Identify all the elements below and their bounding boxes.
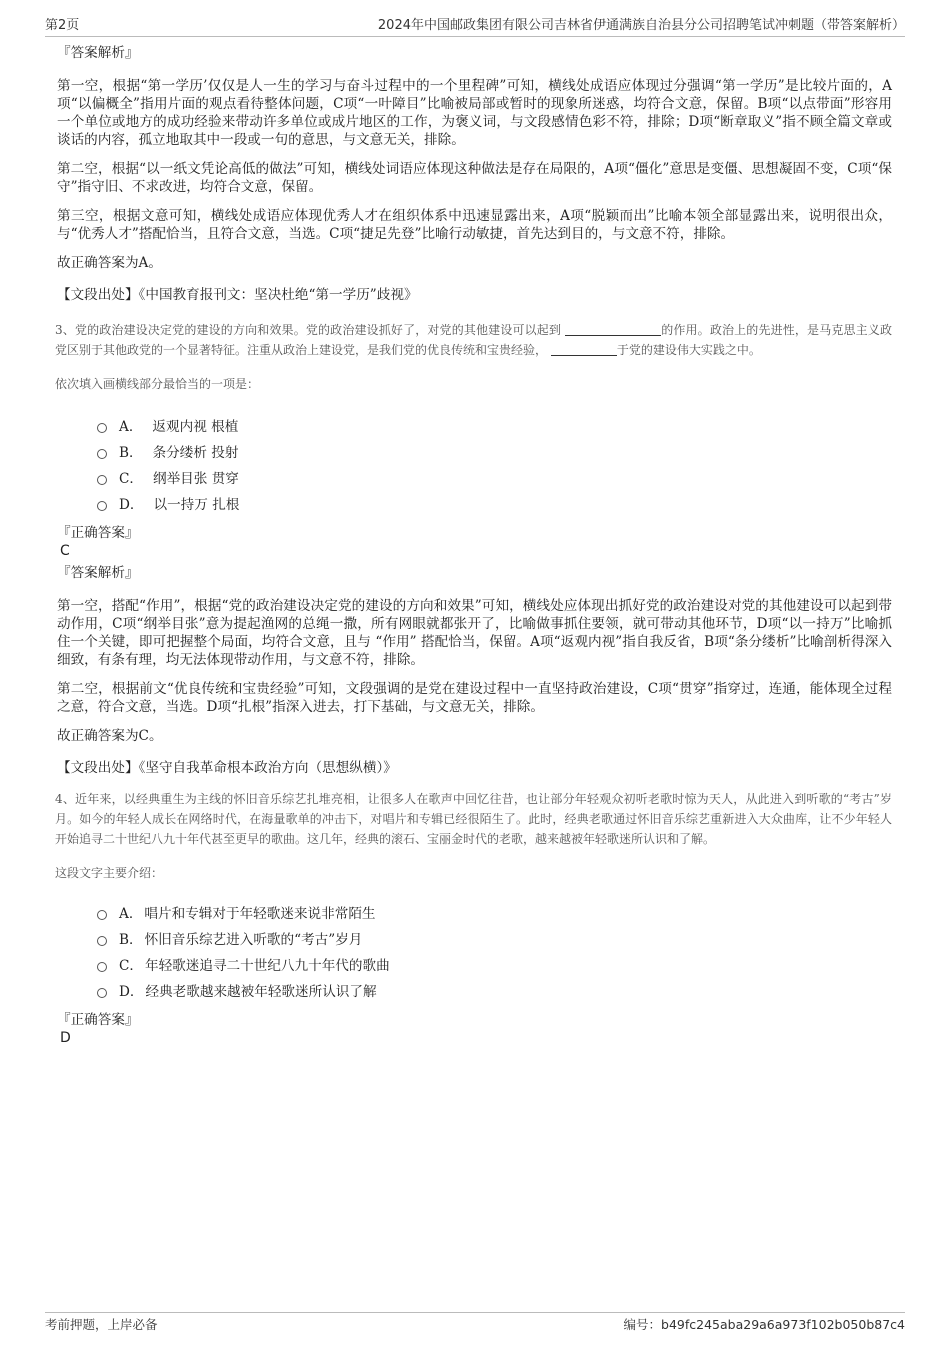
analysis-label: 『答案解析』 <box>57 45 139 61</box>
analysis-paragraph: 第二空，根据前文“优良传统和宝贵经验”可知，文段强调的是党在建设过程中一直坚持政治建设，C项“贯穿”指穿过，连通，能体现全过程之意，符合文意，当选。D项“扎根”指深入进去，打下基础，与文意无关，排除。 <box>57 681 892 715</box>
analysis-paragraph: 第一空，根据“第一学历’仅仅是人一生的学习与奋斗过程中的一个里程碑”可知，横线处成语应体现过分强调“第一学历”是比较片面的，A项“以偏概全”指用片面的观点看待整体问题，C项“一叶障目”比喻被局部或暂时的现象所迷惑，均符合文意，保留。B项“以点带面”形容用一个单位或地方的成功经验来带动许多单位或成片地区的工作，为褒义词，与文段感情色彩不符，排除；D项“断章取义”指不顾全篇文章或谈话的内容，孤立地取其中一段或一句的意思，与文意无关，排除。 <box>57 78 892 148</box>
option-c[interactable] <box>97 951 892 977</box>
analysis-label: 『答案解析』 <box>57 565 139 581</box>
radio-icon[interactable] <box>97 475 107 485</box>
option-letter: B． <box>119 445 143 461</box>
question-stem-part: 于党的建设伟大实践之中。 <box>616 343 761 357</box>
option-c[interactable] <box>97 464 892 490</box>
option-d[interactable] <box>97 977 892 1003</box>
option-text: 纲举目张 贯穿 <box>153 471 239 487</box>
option-b[interactable] <box>97 925 892 951</box>
option-text: 怀旧音乐综艺进入听歌的“考古”岁月 <box>144 932 363 948</box>
analysis-paragraph: 第二空，根据“以一纸文凭论高低的做法”可知，横线处词语应体现这种做法是存在局限的，A项“僵化”意思是变僵、思想凝固不变，C项“保守”指守旧、不求改进，均符合文意，保留。 <box>57 161 892 195</box>
question-stem <box>55 320 892 360</box>
option-text: 年轻歌迷追寻二十世纪八九十年代的歌曲 <box>145 958 390 974</box>
footer-slogan: 考前押题，上岸必备 <box>45 1317 158 1332</box>
question-stem: 4、近年来，以经典重生为主线的怀旧音乐综艺扎堆亮相，让很多人在歌声中回忆往昔，也让部分年轻观众初听老歌时惊为天人，从此进入到听歌的“考古”岁月。如今的年轻人成长在网络时代，在海量歌单的冲击下，对唱片和专辑已经很陌生了。此时，经典老歌通过怀旧音乐综艺重新进入大众曲库，让不少年轻人开始追寻二十世纪八九十年代甚至更早的歌曲。这几年，经典的滚石、宝丽金时代的老歌，越来越被年轻歌迷所认识和了解。 <box>55 792 892 846</box>
option-letter: D． <box>119 984 144 1000</box>
page-header <box>45 14 905 37</box>
option-text: 条分缕析 投射 <box>152 445 239 461</box>
question-prompt: 依次填入画横线部分最恰当的一项是： <box>55 377 260 391</box>
page-number: 第2页 <box>45 18 80 33</box>
option-letter: A． <box>119 906 143 922</box>
option-list <box>97 899 892 1003</box>
passage-source: 【文段出处】《中国教育报刊文：坚决杜绝“第一学历”歧视》 <box>57 287 418 303</box>
fill-blank <box>565 321 661 336</box>
radio-icon[interactable] <box>97 449 107 459</box>
analysis-conclusion: 故正确答案为C。 <box>57 728 163 744</box>
passage-source: 【文段出处】《坚守自我革命根本政治方向（思想纵横）》 <box>57 760 397 776</box>
option-letter: D． <box>119 497 144 513</box>
option-letter: B． <box>119 932 143 948</box>
radio-icon[interactable] <box>97 936 107 946</box>
page-footer <box>45 1312 905 1333</box>
option-letter: C． <box>119 471 143 487</box>
analysis-conclusion: 故正确答案为A。 <box>57 255 162 271</box>
option-text: 以一持万 扎根 <box>153 497 240 513</box>
option-letter: A． <box>119 419 143 435</box>
correct-answer: C <box>60 543 70 559</box>
option-b[interactable] <box>97 438 892 464</box>
radio-icon[interactable] <box>97 910 107 920</box>
radio-icon[interactable] <box>97 962 107 972</box>
analysis-paragraph: 第三空，根据文意可知，横线处成语应体现优秀人才在组织体系中迅速显露出来，A项“脱颖而出”比喻本领全部显露出来，说明很出众，与“优秀人才”搭配恰当，且符合文意，当选。C项“捷足先登”比喻行动敏捷，首先达到目的，与文意不符，排除。 <box>57 208 892 242</box>
answer-label: 『正确答案』 <box>57 1012 139 1028</box>
correct-answer: D <box>60 1030 71 1046</box>
radio-icon[interactable] <box>97 988 107 998</box>
option-letter: C． <box>119 958 143 974</box>
document-title: 2024年中国邮政集团有限公司吉林省伊通满族自治县分公司招聘笔试冲刺题（带答案解析） <box>377 18 905 33</box>
option-d[interactable] <box>97 490 892 516</box>
answer-label: 『正确答案』 <box>57 525 139 541</box>
question-stem-part: 的作用。政治上的先进性，是马克思主义政党区别于其他政党的一个显著特征。注重从政治上建设党，是我们党的优良传统和宝贵经验， <box>55 323 892 357</box>
question-prompt: 这段文字主要介绍： <box>55 866 164 880</box>
option-a[interactable] <box>97 412 892 438</box>
option-a[interactable] <box>97 899 892 925</box>
fill-blank <box>551 341 617 356</box>
question-stem-part: 3、党的政治建设决定党的建设的方向和效果。党的政治建设抓好了，对党的其他建设可以起到 <box>55 323 562 337</box>
option-text: 唱片和专辑对于年轻歌迷来说非常陌生 <box>144 906 376 922</box>
page-content <box>57 44 892 1051</box>
document-id: 编号：b49fc245aba29a6a973f102b050b87c4 <box>623 1317 905 1332</box>
analysis-paragraph: 第一空，搭配“作用”，根据“党的政治建设决定党的建设的方向和效果”可知，横线处应体现出抓好党的政治建设对党的其他建设可以起到带动作用，C项“纲举目张”意为提起渔网的总绳一撒，所有网眼就都张开了，比喻做事抓住要领，就可带动其他环节，D项“以一持万”比喻抓住一个关键，即可把握整个局面，均符合文意，且与 “作用” 搭配恰当，保留。A项“返观内视”指自我反省，B项“条分缕析”比喻剖析得深入细致，有条有理，均无法体现带动作用，与文意不符，排除。 <box>57 598 892 668</box>
option-list <box>97 412 892 516</box>
option-text: 返观内视 根植 <box>152 419 239 435</box>
option-text: 经典老歌越来越被年轻歌迷所认识了解 <box>145 984 377 1000</box>
radio-icon[interactable] <box>97 501 107 511</box>
radio-icon[interactable] <box>97 423 107 433</box>
